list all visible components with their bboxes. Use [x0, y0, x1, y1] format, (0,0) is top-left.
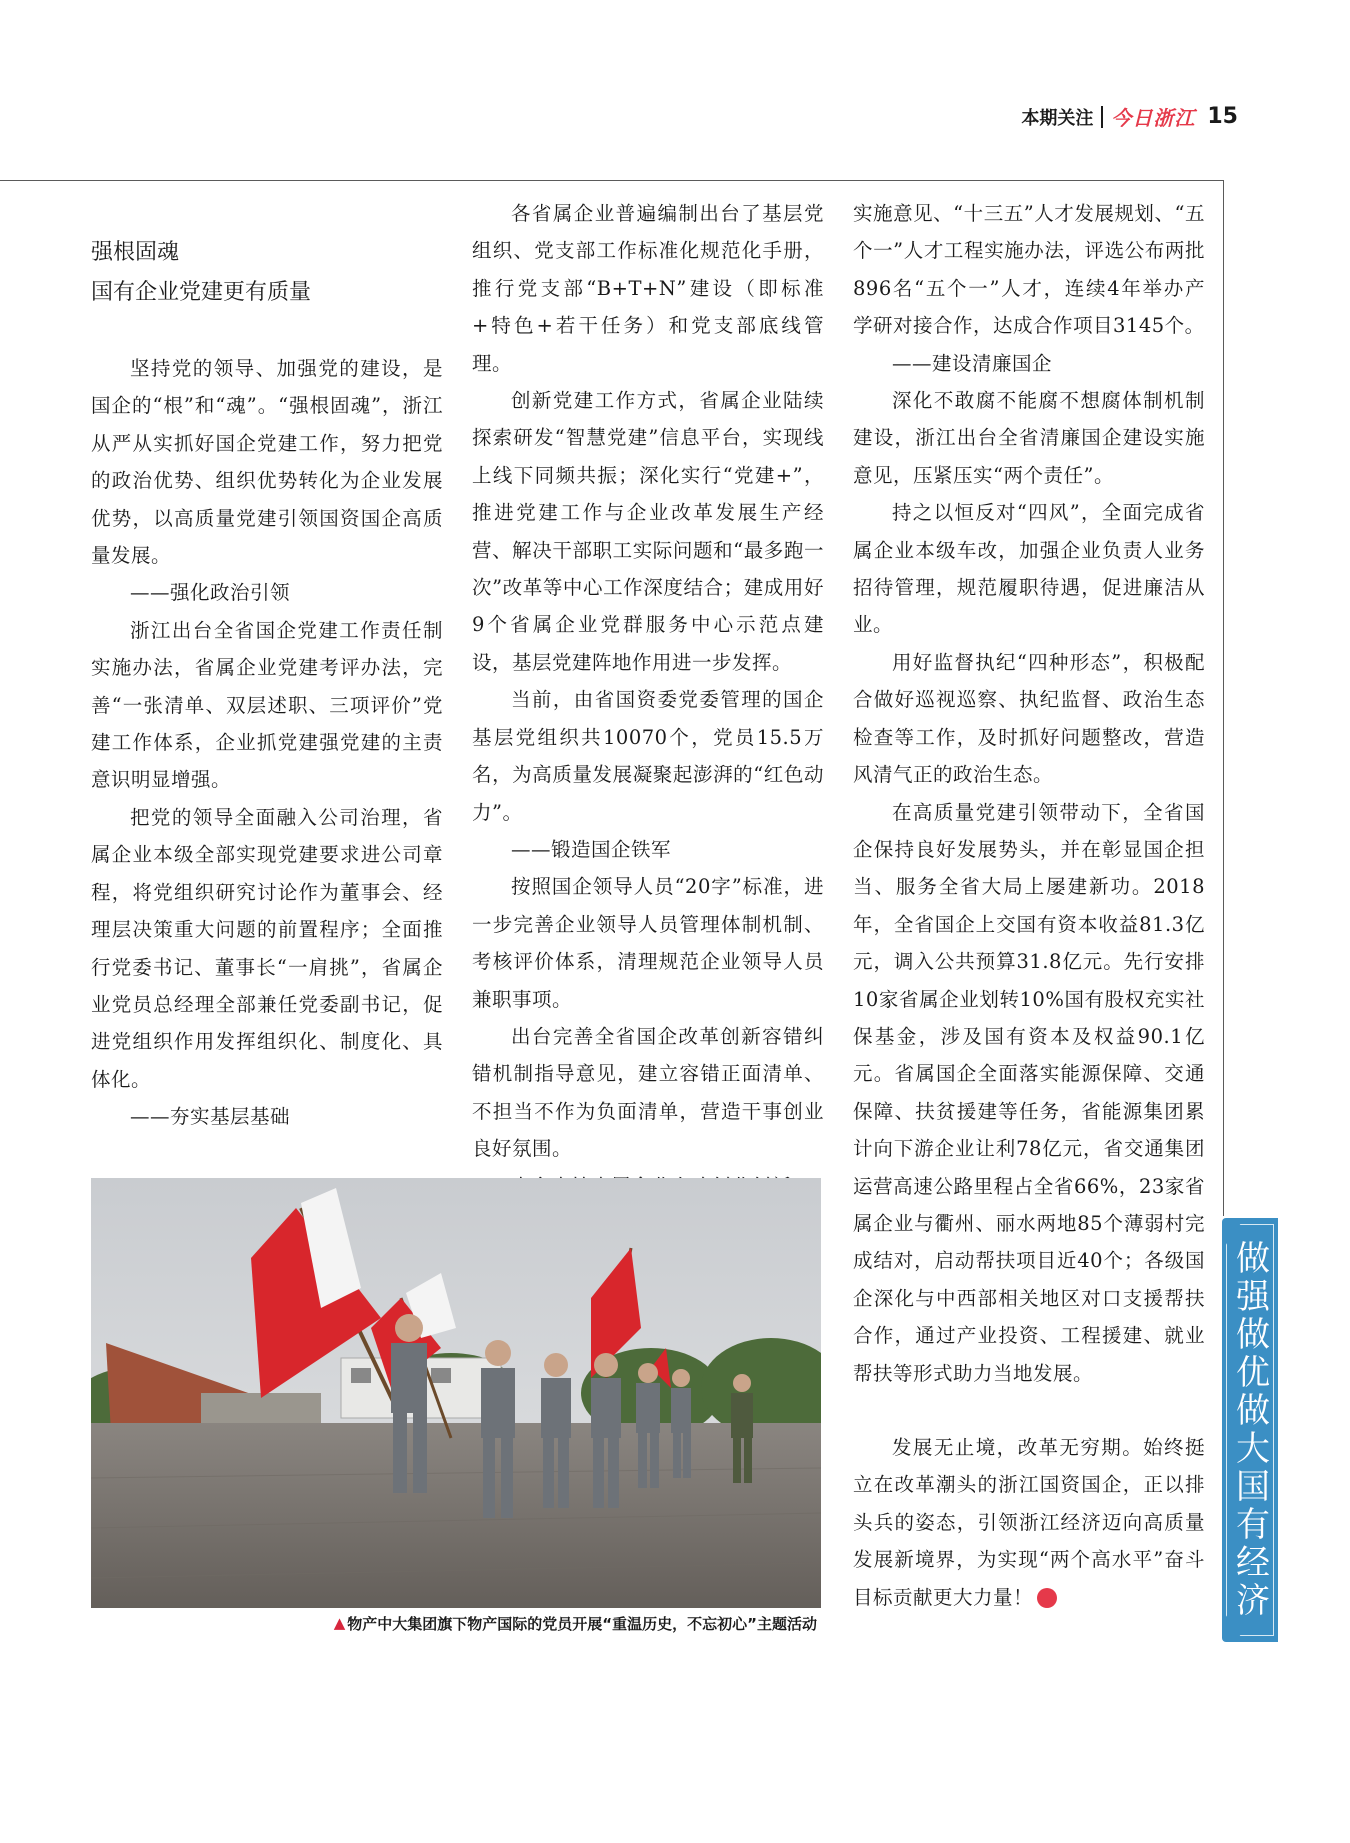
paragraph: 按照国企领导人员“20字”标准，进一步完善企业领导人员管理体制机制、考核评价体系，清理规范企业领导人员兼职事项。	[472, 875, 824, 1011]
text-column-3	[853, 195, 1205, 1616]
side-banner	[1222, 1218, 1278, 1642]
paragraph: 坚持党的领导、加强党的建设，是国企的“根”和“魂”。“强根固魂”，浙江从严从实抓好国企党建工作，努力把党的政治优势、组织优势转化为企业发展优势，以高质量党建引领国资国企高质量发展。	[91, 357, 443, 568]
closing-paragraph	[853, 1429, 1205, 1616]
paragraph: 深化不敢腐不能腐不想腐体制机制建设，浙江出台全省清廉国企建设实施意见，压紧压实“两个责任”。	[853, 389, 1205, 487]
paragraph: 创新党建工作方式，省属企业陆续探索研发“智慧党建”信息平台，实现线上线下同频共振；深化实行“党建+”，推进党建工作与企业改革发展生产经营、解决干部职工实际问题和“最多跑一次”改革等中心工作深度结合；建成用好9个省属企业党群服务中心示范点建设，基层党建阵地作用进一步发挥。	[472, 389, 824, 674]
text-column-2	[472, 195, 824, 1205]
end-mark-icon: 今	[1037, 1588, 1057, 1608]
magazine-logo: 今日浙江	[1111, 106, 1196, 130]
section-heading	[91, 233, 311, 313]
text-column-1	[91, 350, 443, 1136]
section-heading-line1: 强根固魂	[91, 240, 180, 265]
subheading: ——建设清廉国企	[892, 351, 1053, 375]
header-section: 本期关注	[1021, 107, 1094, 129]
header-divider	[1101, 106, 1103, 128]
paragraph: 当前，由省国资委党委管理的国企基层党组织共10070个，党员15.5万名，为高质量发展凝聚起澎湃的“红色动力”。	[472, 688, 824, 824]
paragraph: 出台完善全省国企改革创新容错纠错机制指导意见，建立容错正面清单、不担当不作为负面清单，营造干事创业良好氛围。	[472, 1024, 824, 1161]
paragraph: 实施意见、“十三五”人才发展规划、“五个一”人才工程实施办法，评选公布两批896名“五个一”人才，连续4年举办产学研对接合作，达成合作项目3145个。	[853, 202, 1205, 338]
paragraph: 持之以恒反对“四风”，全面完成省属企业本级车改，加强企业负责人业务招待管理，规范履职待遇，促进廉洁从业。	[853, 501, 1205, 637]
subheading: ——强化政治引领	[130, 581, 291, 605]
page-number: 15	[1207, 104, 1238, 129]
page-header	[1021, 102, 1238, 131]
paragraph: 用好监督执纪“四种形态”，积极配合做好巡视巡察、执纪监督、政治生态检查等工作，及时抓好问题整改，营造风清气正的政治生态。	[853, 650, 1205, 787]
paragraph: 浙江出台全省国企党建工作责任制实施办法，省属企业党建考评办法，完善“一张清单、双层述职、三项评价”党建工作体系，企业抓党建强党建的主责意识明显增强。	[91, 618, 443, 792]
paragraph: 在高质量党建引领带动下，全省国企保持良好发展势头，并在彰显国企担当、服务全省大局上屡建新功。2018年，全省国企上交国有资本收益81.3亿元，调入公共预算31.8亿元。先行安排10家省属企业划转10%国有股权充实社保基金，涉及国有资本及权益90.1亿元。省属国企全面落实能源保障、交通保障、扶贫援建等任务，省能源集团累计向下游企业让利78亿元，省交通集团运营高速公路里程占全省66%，23家省属企业与衢州、丽水两地85个薄弱村完成结对，启动帮扶项目近40个；各级国企深化与中西部相关地区对口支援帮扶合作，通过产业投资、工程援建、就业帮扶等形式助力当地发展。	[853, 800, 1205, 1385]
top-rule	[0, 180, 1224, 181]
subheading: ——锻造国企铁军	[511, 837, 672, 861]
paragraph: 把党的领导全面融入公司治理，省属企业本级全部实现党建要求进公司章程，将党组织研究讨论作为董事会、经理层决策重大问题的前置程序；全面推行党委书记、董事长“一肩挑”，省属企业党员总经理全部兼任党委副书记，促进党组织作用发挥组织化、制度化、具体化。	[91, 805, 443, 1091]
caption-triangle-icon: ▲	[333, 1614, 346, 1632]
right-rule	[1223, 180, 1224, 1216]
caption-text: 物产中大集团旗下物产国际的党员开展“重温历史，不忘初心”主题活动	[347, 1614, 817, 1633]
subheading: ——夯实基层基础	[130, 1105, 291, 1129]
closing-text: 发展无止境，改革无穷期。始终挺立在改革潮头的浙江国资国企，正以排头兵的姿态，引领浙江经济迈向高质量发展新境界，为实现“两个高水平”奋斗目标贡献更大力量！	[853, 1436, 1205, 1609]
paragraph: 各省属企业普遍编制出台了基层党组织、党支部工作标准化规范化手册，推行党支部“B+T+N”建设（即标准+特色+若干任务）和党支部底线管理。	[472, 202, 824, 375]
photo-caption	[91, 1608, 821, 1638]
photo-illustration	[91, 1178, 821, 1638]
event-photo	[91, 1178, 821, 1638]
section-heading-line2: 国有企业党建更有质量	[91, 280, 312, 305]
side-banner-text: 做强做优做大国有经济	[1229, 1240, 1270, 1620]
